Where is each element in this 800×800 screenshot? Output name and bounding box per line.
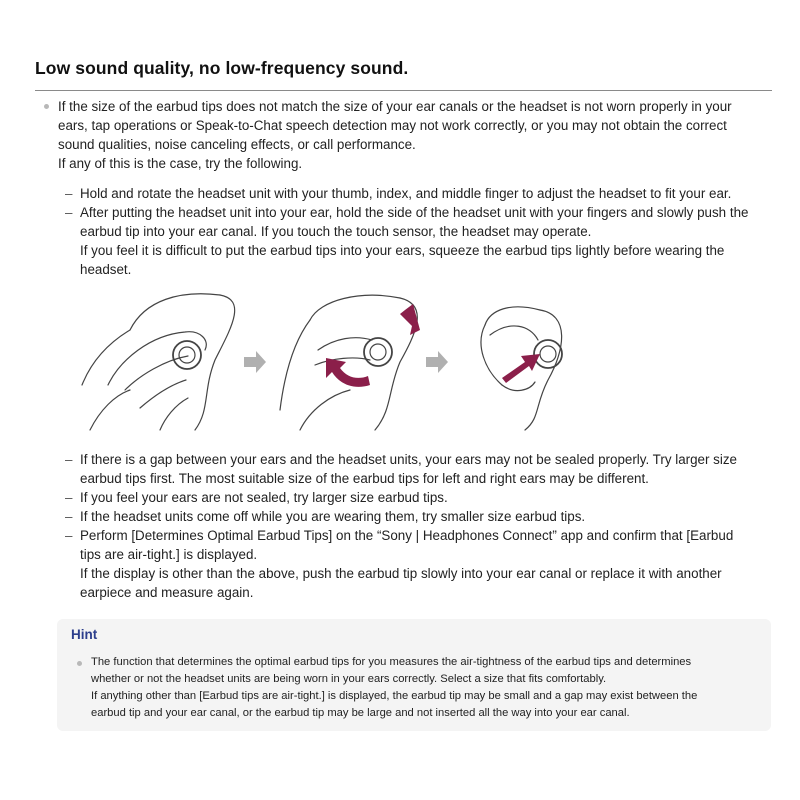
earbud-fitting-illustration <box>70 290 630 440</box>
main-bullet-line: If any of this is the case, try the following. <box>58 156 303 171</box>
push-arrow-icon <box>502 354 540 383</box>
dash-marker: – <box>65 528 73 543</box>
page-title: Low sound quality, no low-frequency sound. <box>35 58 409 78</box>
step-1-ear-hand-drawing <box>82 294 235 430</box>
main-bullet-line: sound qualities, noise canceling effects, or call performance. <box>58 137 416 152</box>
tip-line: headset. <box>80 262 132 277</box>
dash-marker: – <box>65 186 73 201</box>
dash-marker: – <box>65 452 73 467</box>
tip-line: tips are air-tight.] is displayed. <box>80 547 258 562</box>
rotate-arrow-icon <box>400 304 420 335</box>
tip-line: If there is a gap between your ears and the headset units, your ears may not be sealed properly. Try larger size <box>80 452 737 467</box>
tip-line: After putting the headset unit into your ear, hold the side of the headset unit with your fingers and slowly push the <box>80 205 749 220</box>
main-bullet-dot <box>44 104 49 109</box>
tip-line: If you feel your ears are not sealed, try larger size earbud tips. <box>80 490 448 505</box>
step-arrow-icon <box>426 351 448 373</box>
hint-title: Hint <box>71 627 98 642</box>
tip-line: earbud tip into your ear canal. If you touch the touch sensor, the headset may operate. <box>80 224 592 239</box>
main-bullet-line: ears, tap operations or Speak-to-Chat speech detection may not work correctly, or you may not obtain the correct <box>58 118 727 133</box>
tip-line: Perform [Determines Optimal Earbud Tips] on the “Sony | Headphones Connect” app and confirm that [Earbud <box>80 528 734 543</box>
title-divider <box>35 90 772 91</box>
hint-bullet-dot <box>77 661 82 666</box>
step-2-ear-hand-drawing <box>280 295 417 430</box>
hint-line: whether or not the headset units are being worn in your ears correctly. Select a size that fits comfortably. <box>91 673 607 685</box>
dash-marker: – <box>65 490 73 505</box>
hint-line: earbud tip and your ear canal, or the earbud tip may be large and not inserted all the way into your ear canal. <box>91 707 630 719</box>
tip-line: Hold and rotate the headset unit with your thumb, index, and middle finger to adjust the headset to fit your ear. <box>80 186 732 201</box>
tip-line: If the headset units come off while you are wearing them, try smaller size earbud tips. <box>80 509 586 524</box>
tip-line: If the display is other than the above, push the earbud tip slowly into your ear canal or replace it with another <box>80 566 722 581</box>
dash-marker: – <box>65 509 73 524</box>
tip-line: earpiece and measure again. <box>80 585 254 600</box>
tip-line: earbud tips first. The most suitable size of the earbud tips for left and right ears may be different. <box>80 471 649 486</box>
tip-line: If you feel it is difficult to put the earbud tips into your ears, squeeze the earbud tips lightly before wearing the <box>80 243 725 258</box>
rotate-arrow-icon <box>326 358 370 387</box>
main-bullet-line: If the size of the earbud tips does not match the size of your ear canals or the headset is not worn properly in your <box>58 99 732 114</box>
dash-marker: – <box>65 205 73 220</box>
step-arrow-icon <box>244 351 266 373</box>
hint-line: The function that determines the optimal earbud tips for you measures the air-tightness of the earbud tips and determines <box>91 656 692 668</box>
hint-line: If anything other than [Earbud tips are air-tight.] is displayed, the earbud tip may be small and a gap may exist between the <box>91 690 698 702</box>
